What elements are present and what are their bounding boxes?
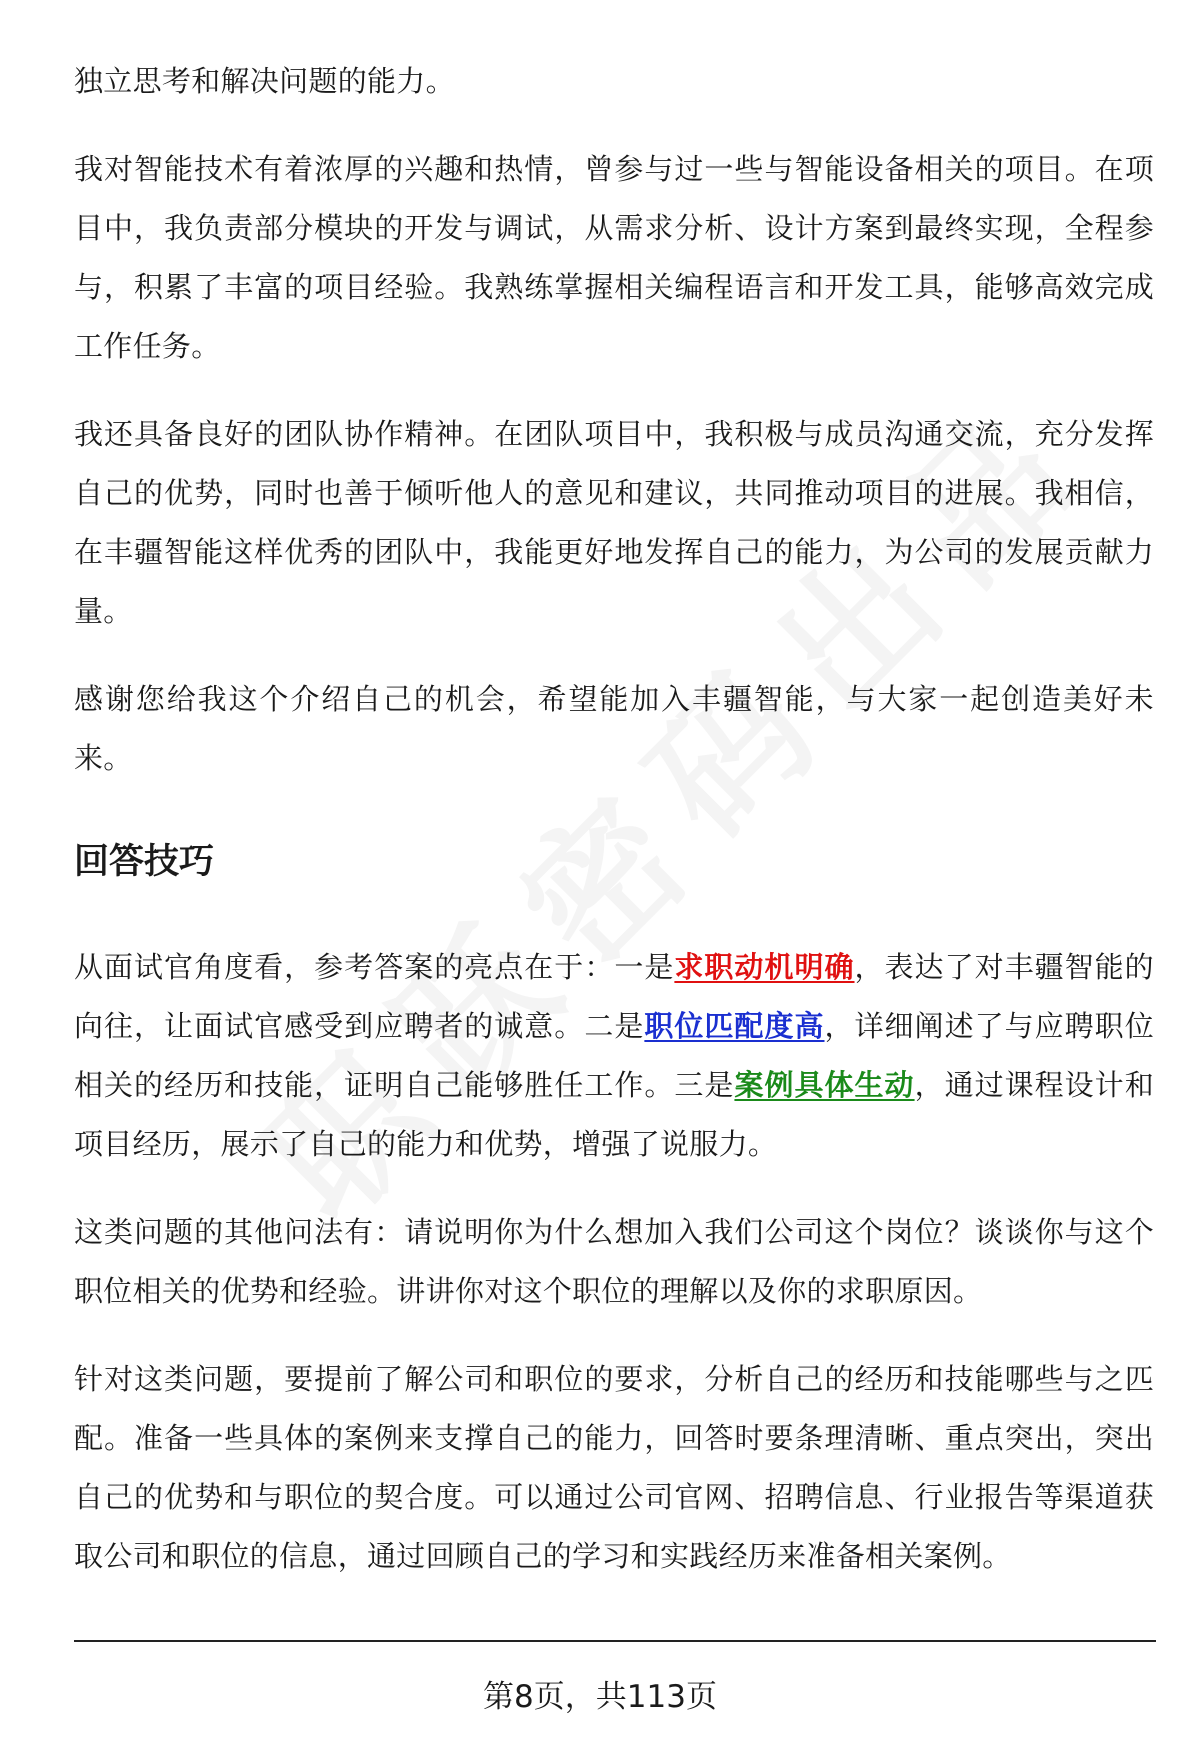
- paragraph-intro-end: 独立思考和解决问题的能力。: [74, 64, 455, 98]
- analysis-text-1: 从面试官角度看，参考答案的亮点在于：一是: [74, 950, 675, 984]
- paragraph-interest: 我对智能技术有着浓厚的兴趣和热情，曾参与过一些与智能设备相关的项目。在项目中，我负责部分模块的开发与调试，从需求分析、设计方案到最终实现，全程参与，积累了丰富的项目经验。我熟练掌握相关编程语言和开发工具，能够高效完成工作任务。: [74, 152, 1154, 363]
- document-page: [74, 52, 1154, 1615]
- paragraph-other-questions: 这类问题的其他问法有：请说明你为什么想加入我们公司这个岗位？谈谈你与这个职位相关的优势和经验。讲讲你对这个职位的理解以及你的求职原因。: [74, 1215, 1154, 1308]
- highlight-motivation: 求职动机明确: [674, 950, 855, 984]
- paragraph-advice: 针对这类问题，要提前了解公司和职位的要求，分析自己的经历和技能哪些与之匹配。准备一些具体的案例来支撑自己的能力，回答时要条理清晰、重点突出，突出自己的优势和与职位的契合度。可以通过公司官网、招聘信息、行业报告等渠道获取公司和职位的信息，通过回顾自己的学习和实践经历来准备相关案例。: [74, 1362, 1154, 1573]
- paragraph-analysis: [74, 938, 1154, 1174]
- paragraph-thanks: 感谢您给我这个介绍自己的机会，希望能加入丰疆智能，与大家一起创造美好未来。: [74, 682, 1154, 775]
- footer-divider: [74, 1640, 1156, 1642]
- highlight-case-study: 案例具体生动: [734, 1068, 915, 1102]
- page-number: 第8页，共113页: [483, 1679, 717, 1715]
- section-heading-tips: 回答技巧: [74, 842, 215, 882]
- analysis-text-2: ，表达了对丰疆智能的向往，让面试官感受到应聘者的诚意。二是: [74, 950, 1154, 1043]
- paragraph-teamwork: 我还具备良好的团队协作精神。在团队项目中，我积极与成员沟通交流，充分发挥自己的优势，同时也善于倾听他人的意见和建议，共同推动项目的进展。我相信，在丰疆智能这样优秀的团队中，我能更好地发挥自己的能力，为公司的发展贡献力量。: [74, 417, 1154, 628]
- analysis-text-3: ，详细阐述了与应聘职位相关的经历和技能，证明自己能够胜任工作。三是: [74, 1009, 1154, 1102]
- highlight-job-match: 职位匹配度高: [644, 1009, 825, 1043]
- analysis-text-4: ，通过课程设计和项目经历，展示了自己的能力和优势，增强了说服力。: [74, 1068, 1154, 1161]
